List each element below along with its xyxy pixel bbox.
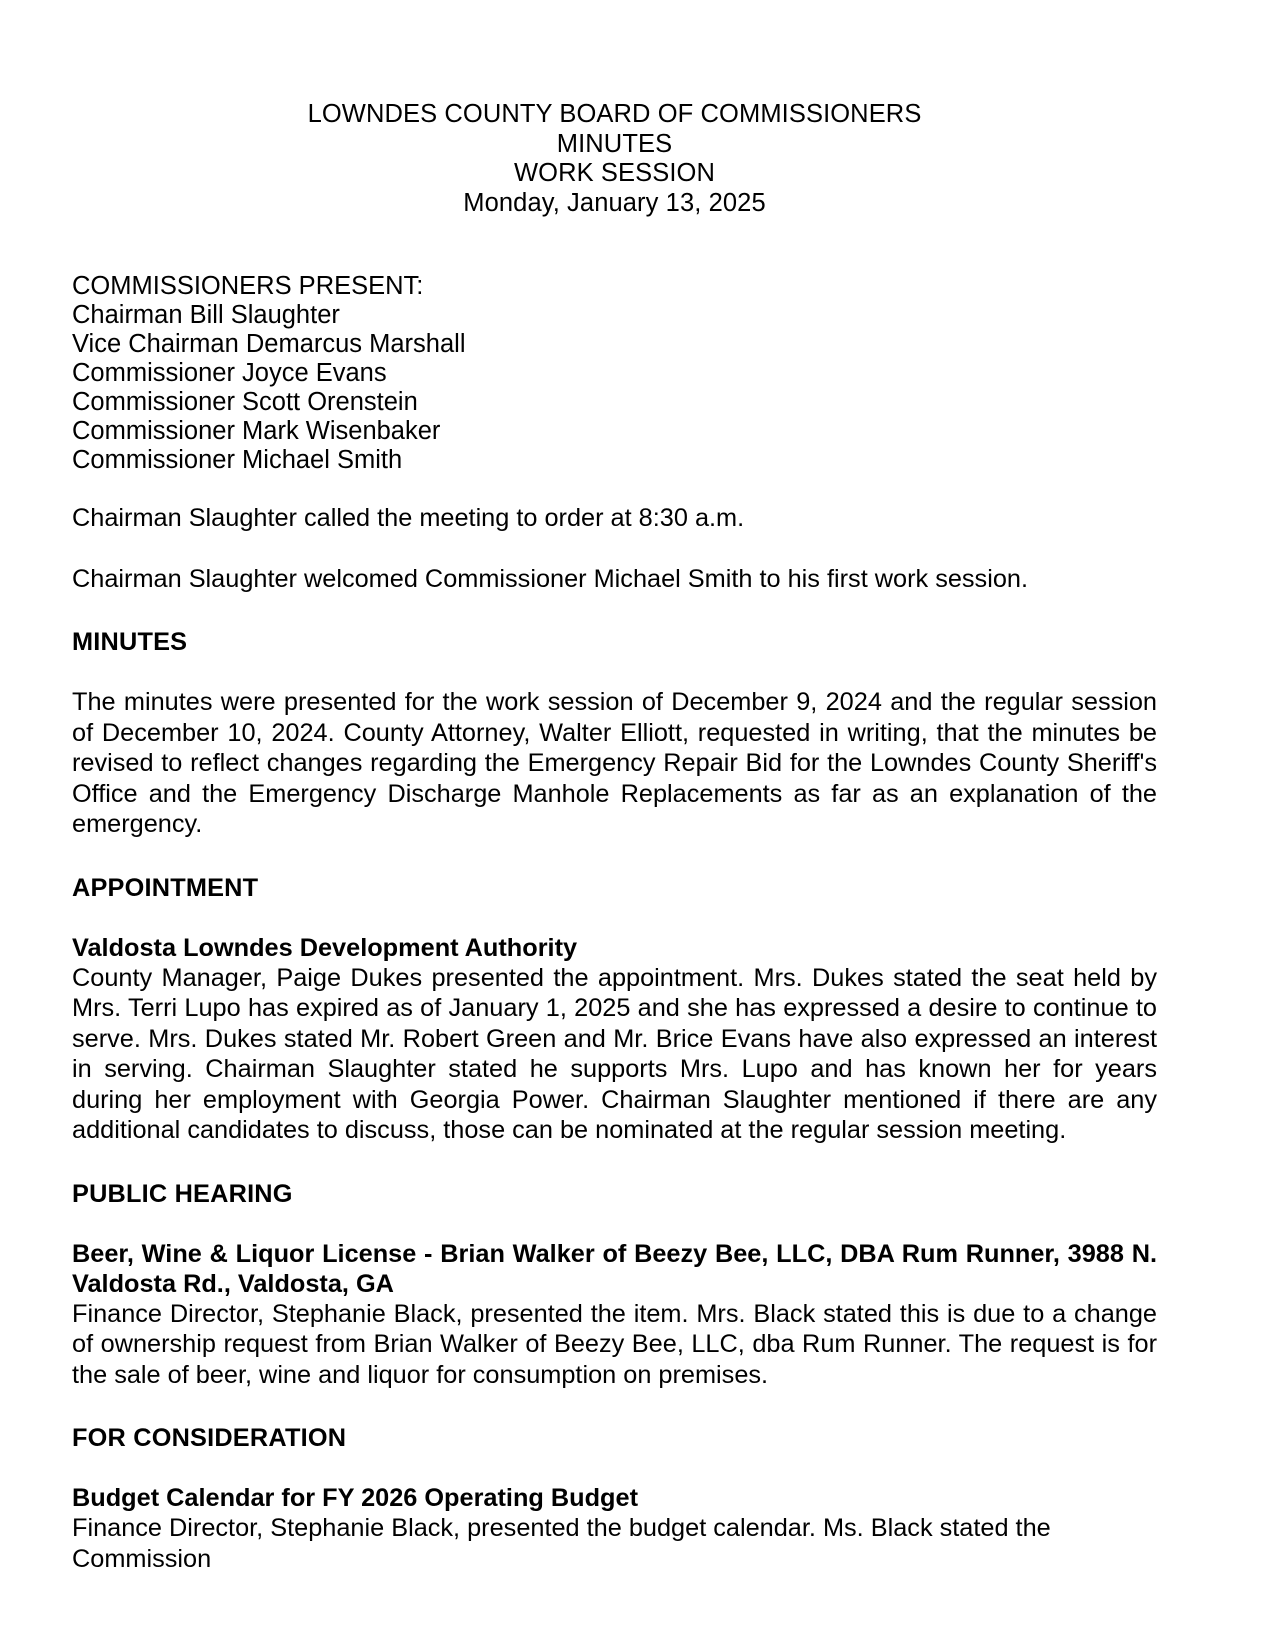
item-title-development-authority: Valdosta Lowndes Development Authority bbox=[72, 933, 578, 962]
spacer bbox=[72, 840, 1157, 874]
section-body-public-hearing: Finance Director, Stephanie Black, presented the item. Mrs. Black stated this is due to a change of ownership request from Brian Walker of Beezy Bee, LLC, dba Rum Runner. The request is for the sale of beer, wine and liquor for consumption on premises. bbox=[72, 1299, 1157, 1389]
document-header bbox=[72, 100, 1157, 218]
item-title-budget-calendar: Budget Calendar for FY 2026 Operating Budget bbox=[72, 1484, 638, 1512]
spacer bbox=[72, 475, 1157, 503]
welcome-text: Chairman Slaughter welcomed Commissioner Michael Smith to his first work session. bbox=[72, 564, 1028, 593]
header-organization: LOWNDES COUNTY BOARD OF COMMISSIONERS bbox=[307, 100, 922, 128]
spacer bbox=[72, 1390, 1157, 1424]
call-to-order-text: Chairman Slaughter called the meeting to order at 8:30 a.m. bbox=[72, 504, 745, 532]
section-heading-appointment: APPOINTMENT bbox=[72, 873, 259, 902]
section-body-minutes: The minutes were presented for the work session of December 9, 2024 and the regular session of December 10, 2024. County Attorney, Walter Elliott, requested in writing, that the minutes be revised to reflect changes regarding the Emergency Repair Bid for the Lowndes County Sheriff's Office and the Emergency Discharge Manhole Replacements as far as an explanation of the emergency. bbox=[72, 688, 1157, 838]
spacer bbox=[72, 1146, 1157, 1180]
section-heading-public-hearing: PUBLIC HEARING bbox=[72, 1179, 293, 1208]
spacer bbox=[72, 903, 1157, 933]
section-body-appointment: County Manager, Paige Dukes presented the appointment. Mrs. Dukes stated the seat held by Mrs. Terri Lupo has expired as of January 1, 2025 and she has expressed a desire to continue to serve. Mrs. Dukes stated Mr. Robert Green and Mr. Brice Evans have also expressed an interest in serving. Chairman Slaughter stated he supports Mrs. Lupo and has known her for years during her employment with Georgia Power. Chairman Slaughter mentioned if there are any additional candidates to discuss, those can be nominated at the regular session meeting. bbox=[72, 963, 1157, 1144]
spacer bbox=[72, 534, 1157, 564]
item-title-liquor-license: Beer, Wine & Liquor License - Brian Walker of Beezy Bee, LLC, DBA Rum Runner, 3988 N. Valdosta Rd., Valdosta, GA bbox=[72, 1239, 1157, 1298]
header-doctype: MINUTES bbox=[556, 129, 673, 158]
header-session-type: WORK SESSION bbox=[514, 159, 715, 187]
section-heading-for-consideration: FOR CONSIDERATION bbox=[72, 1424, 347, 1452]
commissioner-name: Chairman Bill Slaughter bbox=[72, 301, 340, 329]
spacer bbox=[72, 594, 1157, 628]
commissioners-present-block bbox=[72, 272, 1157, 475]
section-heading-minutes: MINUTES bbox=[72, 628, 188, 656]
commissioner-name: Commissioner Mark Wisenbaker bbox=[72, 417, 441, 445]
commissioner-name: Commissioner Michael Smith bbox=[72, 446, 403, 474]
spacer bbox=[72, 657, 1157, 687]
commissioner-name: Commissioner Scott Orenstein bbox=[72, 388, 418, 416]
commissioner-name: Commissioner Joyce Evans bbox=[72, 359, 387, 387]
commissioners-present-label: COMMISSIONERS PRESENT: bbox=[72, 272, 424, 300]
spacer bbox=[72, 1209, 1157, 1239]
section-body-for-consideration: Finance Director, Stephanie Black, presented the budget calendar. Ms. Black stated the Commission bbox=[72, 1514, 1051, 1573]
header-date: Monday, January 13, 2025 bbox=[463, 188, 766, 217]
commissioner-name: Vice Chairman Demarcus Marshall bbox=[72, 330, 466, 358]
spacer bbox=[72, 1453, 1157, 1483]
spacer bbox=[72, 218, 1157, 272]
